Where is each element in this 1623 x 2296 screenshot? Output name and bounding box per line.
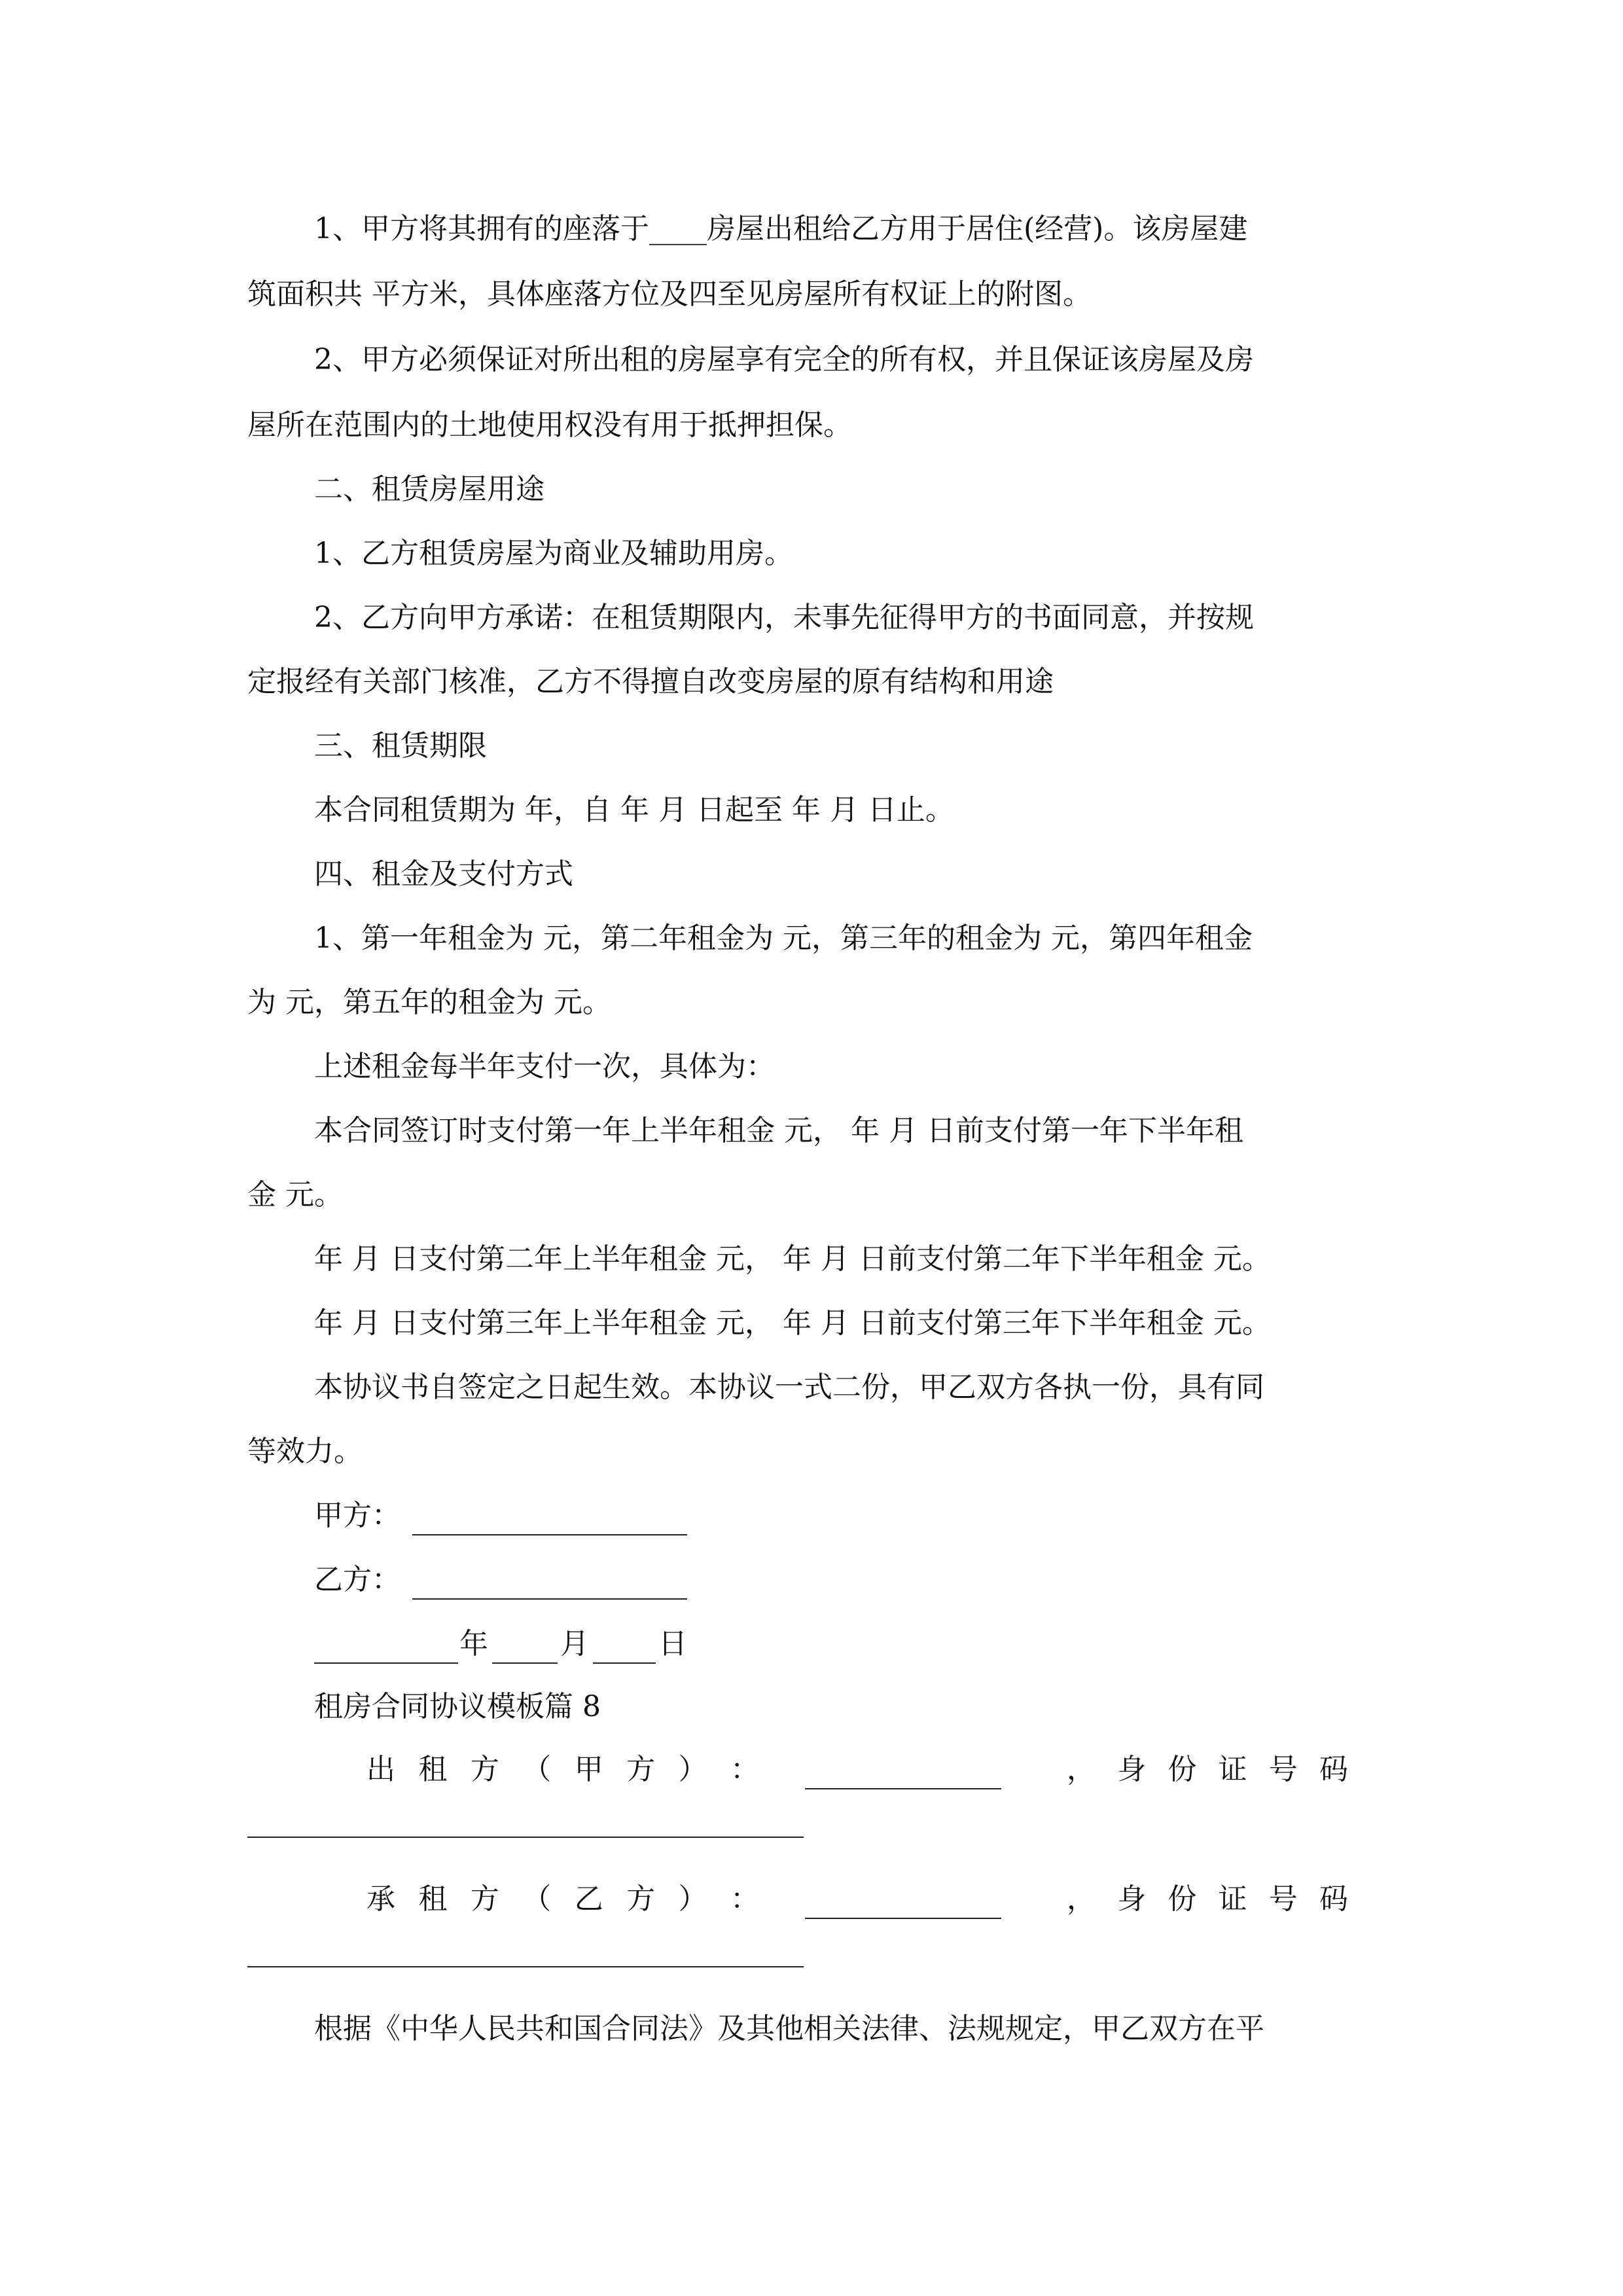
id-char: 身 — [1117, 1882, 1147, 1916]
lessee-char: 租 — [418, 1882, 448, 1916]
lessee-char: （ — [522, 1882, 552, 1916]
rent-payment-intro: 上述租金每半年支付一次，具体为： — [314, 1050, 775, 1083]
lessee-char: 承 — [366, 1882, 395, 1916]
section-title: 租房合同协议模板篇 8 — [314, 1690, 601, 1723]
lessor-id-label — [1067, 1750, 1348, 1789]
lessor-label — [366, 1750, 759, 1789]
usage-clause-2-line-2: 定报经有关部门核准，乙方不得擅自改变房屋的原有结构和用途 — [247, 665, 1054, 698]
rent-payment-year1-line-1: 本合同签订时支付第一年上半年租金 元， 年 月 日前支付第一年下半年租 — [314, 1114, 1243, 1147]
lessor-char: （ — [522, 1753, 552, 1786]
id-char: 码 — [1319, 1753, 1348, 1786]
lessee-line — [366, 1880, 1381, 1919]
section-heading-rent: 四、租金及支付方式 — [314, 857, 573, 891]
lessee-char: 乙 — [574, 1882, 603, 1916]
clause-1-line-2: 筑面积共 平方米，具体座落方位及四至见房屋所有权证上的附图。 — [247, 278, 1092, 311]
lessor-char: ： — [730, 1753, 759, 1786]
clause-2-line-1: 2、甲方必须保证对所出租的房屋享有完全的所有权，并且保证该房屋及房 — [314, 343, 1254, 376]
party-b-label: 乙方： — [314, 1563, 401, 1596]
rent-payment-year3: 年 月 日支付第三年上半年租金 元， 年 月 日前支付第三年下半年租金 元。 — [314, 1306, 1271, 1340]
party-b-signature-line — [412, 1598, 687, 1600]
lessor-char: ） — [678, 1753, 707, 1786]
id-char: 号 — [1268, 1753, 1298, 1786]
lessee-char: ） — [678, 1882, 707, 1916]
section-heading-usage: 二、租赁房屋用途 — [314, 473, 544, 506]
preamble-line: 根据《中华人民共和国合同法》及其他相关法律、法规规定，甲乙双方在平 — [314, 2012, 1264, 2045]
lessee-label — [366, 1880, 759, 1919]
lessor-id-blank — [247, 1837, 804, 1838]
date-day-label: 日 — [658, 1627, 687, 1660]
lessor-name-blank — [805, 1759, 1001, 1789]
clause-1-line-1: 1、甲方将其拥有的座落于____房屋出租给乙方用于居住(经营)。该房屋建 — [314, 212, 1248, 245]
id-char: ， — [1067, 1882, 1096, 1916]
effect-clause-line-1: 本协议书自签定之日起生效。本协议一式二份，甲乙双方各执一份，具有同 — [314, 1371, 1264, 1404]
section-heading-term: 三、租赁期限 — [314, 729, 487, 762]
term-clause: 本合同租赁期为 年，自 年 月 日起至 年 月 日止。 — [314, 793, 954, 827]
rent-payment-year1-line-2: 金 元。 — [247, 1178, 343, 1211]
lessee-char: 方 — [470, 1882, 499, 1916]
date-day-blank — [593, 1662, 656, 1664]
date-year-label: 年 — [459, 1627, 488, 1660]
lessor-char: 方 — [470, 1753, 499, 1786]
usage-clause-2-line-1: 2、乙方向甲方承诺：在租赁期限内，未事先征得甲方的书面同意，并按规 — [314, 601, 1254, 634]
lessee-char: 方 — [626, 1882, 656, 1916]
id-char: 号 — [1268, 1882, 1298, 1916]
lessor-char: 租 — [418, 1753, 448, 1786]
rent-payment-year2: 年 月 日支付第二年上半年租金 元， 年 月 日前支付第二年下半年租金 元。 — [314, 1242, 1271, 1276]
date-month-label: 月 — [560, 1627, 589, 1660]
party-a-signature-line — [412, 1534, 687, 1535]
lessor-line — [366, 1750, 1381, 1789]
lessee-name-blank — [805, 1889, 1001, 1919]
party-a-label: 甲方： — [314, 1499, 401, 1532]
id-char: 证 — [1218, 1753, 1247, 1786]
lessee-id-label — [1067, 1880, 1348, 1919]
lessor-char: 出 — [366, 1753, 395, 1786]
id-char: 份 — [1168, 1753, 1197, 1786]
lessor-char: 方 — [626, 1753, 656, 1786]
lessee-id-blank — [247, 1966, 804, 1967]
id-char: 证 — [1218, 1882, 1247, 1916]
rent-clause-1-line-1: 1、第一年租金为 元，第二年租金为 元，第三年的租金为 元，第四年租金 — [314, 922, 1253, 955]
id-char: 码 — [1319, 1882, 1348, 1916]
id-char: 身 — [1117, 1753, 1147, 1786]
id-char: 份 — [1168, 1882, 1197, 1916]
usage-clause-1: 1、乙方租赁房屋为商业及辅助用房。 — [314, 537, 793, 570]
id-char: ， — [1067, 1753, 1096, 1786]
lessee-char: ： — [730, 1882, 759, 1916]
clause-2-line-2: 屋所在范围内的土地使用权没有用于抵押担保。 — [247, 408, 852, 442]
date-month-blank — [492, 1662, 558, 1664]
effect-clause-line-2: 等效力。 — [247, 1435, 363, 1468]
rent-clause-1-line-2: 为 元，第五年的租金为 元。 — [247, 986, 611, 1019]
date-year-blank — [314, 1662, 458, 1664]
lessor-char: 甲 — [574, 1753, 603, 1786]
